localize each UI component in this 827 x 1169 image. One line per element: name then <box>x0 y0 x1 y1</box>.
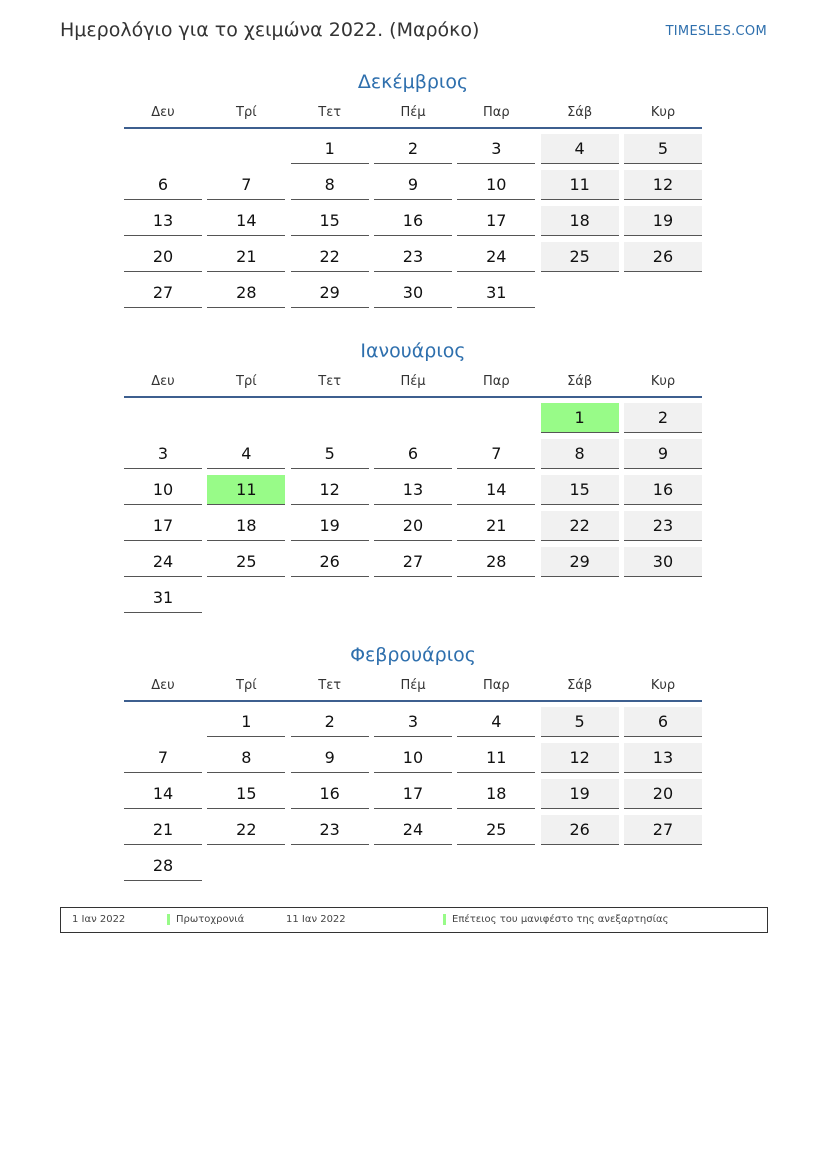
day-cell: 18 <box>457 779 535 809</box>
day-cell: 10 <box>374 743 452 773</box>
day-cell: 10 <box>457 170 535 200</box>
day-cell: 23 <box>624 511 702 541</box>
day-cell: 6 <box>374 439 452 469</box>
day-cell: 30 <box>374 278 452 308</box>
month-block <box>124 642 702 887</box>
holiday-legend <box>60 907 768 933</box>
week-row <box>124 278 702 314</box>
week-row <box>124 134 702 170</box>
day-cell: 31 <box>457 278 535 308</box>
day-cell: 27 <box>624 815 702 845</box>
day-cell: 15 <box>541 475 619 505</box>
empty-day-cell <box>541 583 619 613</box>
weekday-label: Δευ <box>151 105 175 120</box>
empty-day-cell <box>624 851 702 881</box>
weekday-label: Τρί <box>236 105 257 120</box>
day-cell: 4 <box>207 439 285 469</box>
day-cell: 25 <box>457 815 535 845</box>
day-cell: 27 <box>374 547 452 577</box>
empty-day-cell <box>207 583 285 613</box>
empty-day-cell <box>457 851 535 881</box>
legend-date: 1 Ιαν 2022 <box>72 914 126 925</box>
day-cell: 19 <box>291 511 369 541</box>
day-cell: 5 <box>541 707 619 737</box>
day-cell: 30 <box>624 547 702 577</box>
day-cell: 3 <box>457 134 535 164</box>
page-title: Ημερολόγιο για το χειμώνα 2022. (Μαρόκο) <box>60 19 480 41</box>
day-cell: 3 <box>124 439 202 469</box>
empty-day-cell <box>374 851 452 881</box>
weekday-label: Κυρ <box>650 374 676 389</box>
week-row <box>124 547 702 583</box>
day-cell: 17 <box>374 779 452 809</box>
weekday-header <box>124 678 702 702</box>
day-cell: 13 <box>374 475 452 505</box>
day-cell: 5 <box>291 439 369 469</box>
day-cell: 20 <box>124 242 202 272</box>
day-cell: 22 <box>207 815 285 845</box>
empty-day-cell <box>207 134 285 164</box>
week-row <box>124 439 702 475</box>
week-row <box>124 170 702 206</box>
day-cell: 7 <box>124 743 202 773</box>
empty-day-cell <box>374 403 452 433</box>
day-cell: 4 <box>541 134 619 164</box>
empty-day-cell <box>624 583 702 613</box>
day-cell: 13 <box>124 206 202 236</box>
empty-day-cell <box>124 707 202 737</box>
day-cell: 25 <box>207 547 285 577</box>
empty-day-cell <box>207 403 285 433</box>
day-cell: 7 <box>207 170 285 200</box>
day-cell: 13 <box>624 743 702 773</box>
day-cell: 26 <box>541 815 619 845</box>
day-cell: 4 <box>457 707 535 737</box>
day-cell: 12 <box>291 475 369 505</box>
day-cell: 10 <box>124 475 202 505</box>
day-cell: 7 <box>457 439 535 469</box>
day-cell: 31 <box>124 583 202 613</box>
day-cell: 24 <box>374 815 452 845</box>
empty-day-cell <box>291 403 369 433</box>
day-cell: 9 <box>624 439 702 469</box>
day-cell: 12 <box>541 743 619 773</box>
day-cell: 9 <box>374 170 452 200</box>
empty-day-cell <box>541 851 619 881</box>
empty-day-cell <box>374 583 452 613</box>
day-cell: 1 <box>207 707 285 737</box>
legend-holiday-name: Πρωτοχρονιά <box>176 914 245 925</box>
weekday-label: Πέμ <box>400 678 426 693</box>
month-block <box>124 69 702 314</box>
weekday-label: Τετ <box>318 105 342 120</box>
day-grid <box>124 707 702 887</box>
day-cell: 26 <box>291 547 369 577</box>
day-cell: 22 <box>291 242 369 272</box>
empty-day-cell <box>541 278 619 308</box>
day-cell: 2 <box>624 403 702 433</box>
weekday-header <box>124 374 702 398</box>
weekday-label: Δευ <box>151 678 175 693</box>
week-row <box>124 403 702 439</box>
day-cell: 19 <box>541 779 619 809</box>
day-cell: 22 <box>541 511 619 541</box>
day-cell: 20 <box>624 779 702 809</box>
day-cell: 20 <box>374 511 452 541</box>
weekday-label: Δευ <box>151 374 175 389</box>
weekday-label: Κυρ <box>650 678 676 693</box>
day-cell: 16 <box>374 206 452 236</box>
weekday-label: Σάβ <box>567 105 593 120</box>
weekday-label: Σάβ <box>567 374 593 389</box>
day-grid <box>124 134 702 314</box>
weekday-label: Τετ <box>318 678 342 693</box>
holiday-day-cell: 11 <box>207 475 285 505</box>
weekday-label: Παρ <box>483 678 510 693</box>
day-cell: 6 <box>124 170 202 200</box>
day-cell: 5 <box>624 134 702 164</box>
day-cell: 15 <box>207 779 285 809</box>
day-cell: 19 <box>624 206 702 236</box>
day-cell: 11 <box>541 170 619 200</box>
weekday-label: Πέμ <box>400 105 426 120</box>
day-cell: 14 <box>124 779 202 809</box>
empty-day-cell <box>624 278 702 308</box>
week-row <box>124 583 702 619</box>
day-cell: 17 <box>457 206 535 236</box>
week-row <box>124 242 702 278</box>
day-cell: 3 <box>374 707 452 737</box>
day-cell: 8 <box>207 743 285 773</box>
week-row <box>124 475 702 511</box>
day-cell: 21 <box>457 511 535 541</box>
day-cell: 24 <box>457 242 535 272</box>
day-cell: 23 <box>374 242 452 272</box>
day-cell: 9 <box>291 743 369 773</box>
day-cell: 14 <box>457 475 535 505</box>
empty-day-cell <box>457 583 535 613</box>
day-cell: 25 <box>541 242 619 272</box>
day-cell: 26 <box>624 242 702 272</box>
day-cell: 24 <box>124 547 202 577</box>
day-cell: 15 <box>291 206 369 236</box>
week-row <box>124 206 702 242</box>
weekday-label: Τρί <box>236 374 257 389</box>
day-cell: 8 <box>541 439 619 469</box>
weekday-label: Τετ <box>318 374 342 389</box>
brand-link[interactable]: TIMESLES.COM <box>665 24 767 39</box>
month-name: Δεκέμβριος <box>357 71 469 93</box>
day-cell: 16 <box>291 779 369 809</box>
weekday-label: Παρ <box>483 374 510 389</box>
legend-date: 11 Ιαν 2022 <box>286 914 346 925</box>
day-cell: 17 <box>124 511 202 541</box>
empty-day-cell <box>124 403 202 433</box>
day-cell: 8 <box>291 170 369 200</box>
legend-holiday-marker <box>167 914 170 925</box>
empty-day-cell <box>207 851 285 881</box>
legend-holiday-marker <box>443 914 446 925</box>
weekday-label: Τρί <box>236 678 257 693</box>
day-cell: 29 <box>291 278 369 308</box>
day-cell: 29 <box>541 547 619 577</box>
week-row <box>124 707 702 743</box>
weekday-label: Σάβ <box>567 678 593 693</box>
week-row <box>124 851 702 887</box>
day-cell: 2 <box>374 134 452 164</box>
legend-holiday-name: Επέτειος του μανιφέστο της ανεξαρτησίας <box>452 914 669 925</box>
day-cell: 28 <box>207 278 285 308</box>
day-cell: 27 <box>124 278 202 308</box>
weekday-label: Κυρ <box>650 105 676 120</box>
month-name: Φεβρουάριος <box>350 644 476 666</box>
weekday-label: Πέμ <box>400 374 426 389</box>
day-cell: 14 <box>207 206 285 236</box>
day-cell: 21 <box>207 242 285 272</box>
day-cell: 23 <box>291 815 369 845</box>
day-cell: 11 <box>457 743 535 773</box>
empty-day-cell <box>291 851 369 881</box>
empty-day-cell <box>291 583 369 613</box>
weekday-header <box>124 105 702 129</box>
weekday-label: Παρ <box>483 105 510 120</box>
day-cell: 2 <box>291 707 369 737</box>
day-cell: 1 <box>291 134 369 164</box>
day-cell: 18 <box>207 511 285 541</box>
day-cell: 18 <box>541 206 619 236</box>
empty-day-cell <box>124 134 202 164</box>
week-row <box>124 779 702 815</box>
empty-day-cell <box>457 403 535 433</box>
month-block <box>124 338 702 619</box>
day-cell: 16 <box>624 475 702 505</box>
day-cell: 6 <box>624 707 702 737</box>
week-row <box>124 815 702 851</box>
week-row <box>124 511 702 547</box>
month-name: Ιανουάριος <box>360 340 466 362</box>
week-row <box>124 743 702 779</box>
day-cell: 28 <box>124 851 202 881</box>
holiday-day-cell: 1 <box>541 403 619 433</box>
day-cell: 28 <box>457 547 535 577</box>
day-cell: 21 <box>124 815 202 845</box>
day-grid <box>124 403 702 619</box>
day-cell: 12 <box>624 170 702 200</box>
